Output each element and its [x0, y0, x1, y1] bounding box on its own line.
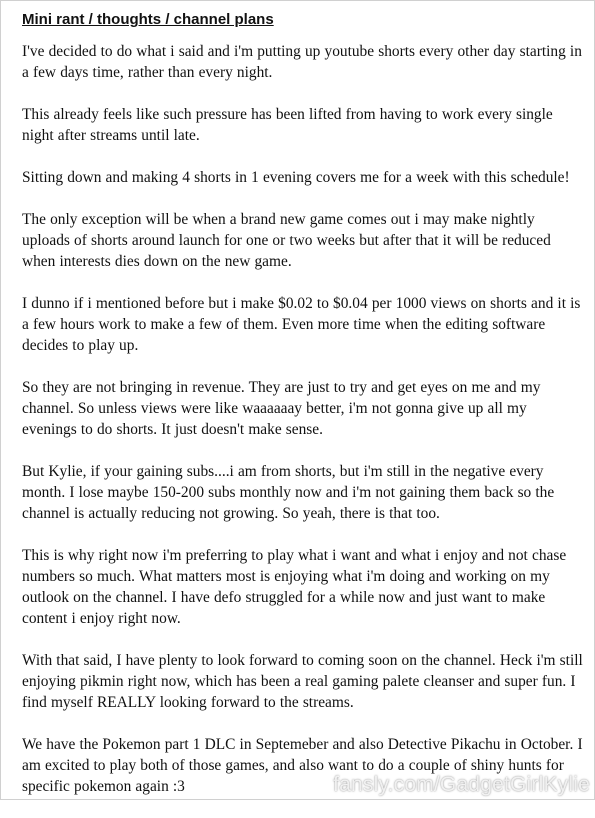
- paragraph-3: Sitting down and making 4 shorts in 1 evening covers me for a week with this schedule!: [22, 169, 570, 186]
- paragraph-7: But Kylie, if your gaining subs....i am from shorts, but i'm still in the negative every month. I lose maybe 150-200 subs monthly now and i'm not gaining them back so the channel is actually reducing not growing. So yeah, there is that too.: [22, 463, 555, 522]
- watermark-text: fansly.com/GadgetGirlKylie: [333, 773, 590, 796]
- paragraph-5: I dunno if i mentioned before but i make $0.02 to $0.04 per 1000 views on shorts and it is a few hours work to make a few of them. Even more time when the editing software decides to play up.: [22, 295, 581, 354]
- document-body: [22, 11, 584, 818]
- paragraph-8: This is why right now i'm preferring to play what i want and what i enjoy and not chase numbers so much. What matters most is enjoying what i'm doing and working on my outlook on the channel. I have defo struggled for a while now and just want to make content i enjoy right now.: [22, 547, 567, 627]
- document-title: Mini rant / thoughts / channel plans: [22, 11, 274, 28]
- paragraph-10: We have the Pokemon part 1 DLC in Septemeber and also Detective Pikachu in October. I am excited to play both of those games, and also want to do a couple of shiny hunts for specific pokemon again :3: [22, 736, 583, 795]
- paragraph-4: The only exception will be when a brand new game comes out i may make nightly uploads of shorts around launch for one or two weeks but after that it will be reduced when interests dies down on the new game.: [22, 211, 551, 270]
- paragraph-9: With that said, I have plenty to look forward to coming soon on the channel. Heck i'm still enjoying pikmin right now, which has been a real gaming palete cleanser and super fun. I find myself REALLY looking forward to the streams.: [22, 652, 583, 711]
- paragraph-6: So they are not bringing in revenue. They are just to try and get eyes on me and my channel. So unless views were like waaaaaay better, i'm not gonna give up all my evenings to do shorts. It just doesn't make sense.: [22, 379, 541, 438]
- paragraph-2: This already feels like such pressure has been lifted from having to work every single night after streams until late.: [22, 106, 553, 144]
- paragraph-1: I've decided to do what i said and i'm putting up youtube shorts every other day starting in a few days time, rather than every night.: [22, 43, 582, 81]
